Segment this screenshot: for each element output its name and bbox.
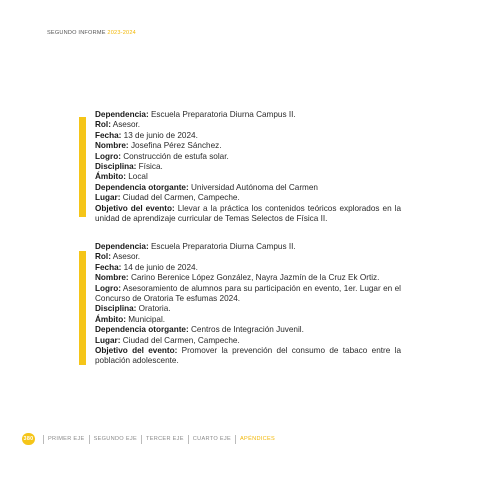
dependencia-line: Dependencia: Escuela Preparatoria Diurna Campus II. <box>95 242 296 251</box>
footer-nav <box>22 433 279 445</box>
fecha-line: Fecha: 14 de junio de 2024. <box>95 262 198 272</box>
accent-bar <box>79 117 86 217</box>
nav-apendices[interactable]: APÉNDICES <box>240 436 276 442</box>
report-header <box>47 30 136 36</box>
nombre-line: Nombre: Josefina Pérez Sánchez. <box>95 141 222 151</box>
nav-cuarto-eje[interactable]: CUARTO EJE <box>192 436 232 442</box>
lugar-line: Lugar: Ciudad del Carmen, Campeche. <box>95 193 240 203</box>
divider <box>43 435 44 444</box>
objetivo-line: Objetivo del evento: Llevar a la práctica los contenidos teóricos explorados en la unidad de aprendizaje curricular de Temas Selectos de Física II. <box>95 203 402 224</box>
achievement-entry <box>95 110 401 224</box>
divider <box>89 435 90 444</box>
divider <box>235 435 236 444</box>
nav-segundo-eje[interactable]: SEGUNDO EJE <box>93 436 137 442</box>
header-year: 2023-2024 <box>107 30 136 36</box>
disciplina-line: Disciplina: Física. <box>95 162 163 172</box>
lugar-line: Lugar: Ciudad del Carmen, Campeche. <box>95 335 240 345</box>
nav-tercer-eje[interactable]: TERCER EJE <box>145 436 184 442</box>
header-prefix: SEGUNDO INFORME <box>47 30 106 36</box>
rol-line: Rol: Asesor. <box>95 252 141 262</box>
fecha-line: Fecha: 13 de junio de 2024. <box>95 130 198 140</box>
ambito-line: Ámbito: Municipal. <box>95 314 166 324</box>
achievement-entry <box>95 242 401 367</box>
logro-line: Logro: Construcción de estufa solar. <box>95 151 229 161</box>
accent-bar <box>79 251 86 365</box>
ambito-line: Ámbito: Local <box>95 172 148 182</box>
otorgante-line: Dependencia otorgante: Universidad Autónoma del Carmen <box>95 182 318 192</box>
nombre-line: Nombre: Carino Berenice López González, Nayra Jazmín de la Cruz Ek Ortiz. <box>95 273 380 283</box>
dependencia-line: Dependencia: Escuela Preparatoria Diurna Campus II. <box>95 110 296 119</box>
divider <box>141 435 142 444</box>
page-number: 380 <box>22 433 35 445</box>
divider <box>188 435 189 444</box>
logro-line: Logro: Asesoramiento de alumnos para su participación en evento, 1er. Lugar en el Concurso de Oratoria Te esfumas 2024. <box>95 283 401 304</box>
disciplina-line: Disciplina: Oratoria. <box>95 304 171 314</box>
rol-line: Rol: Asesor. <box>95 120 141 130</box>
objetivo-line: Objetivo del evento: Promover la prevención del consumo de tabaco entre la población adolescente. <box>95 346 401 366</box>
otorgante-line: Dependencia otorgante: Centros de Integración Juvenil. <box>95 325 304 335</box>
nav-primer-eje[interactable]: PRIMER EJE <box>48 436 85 442</box>
